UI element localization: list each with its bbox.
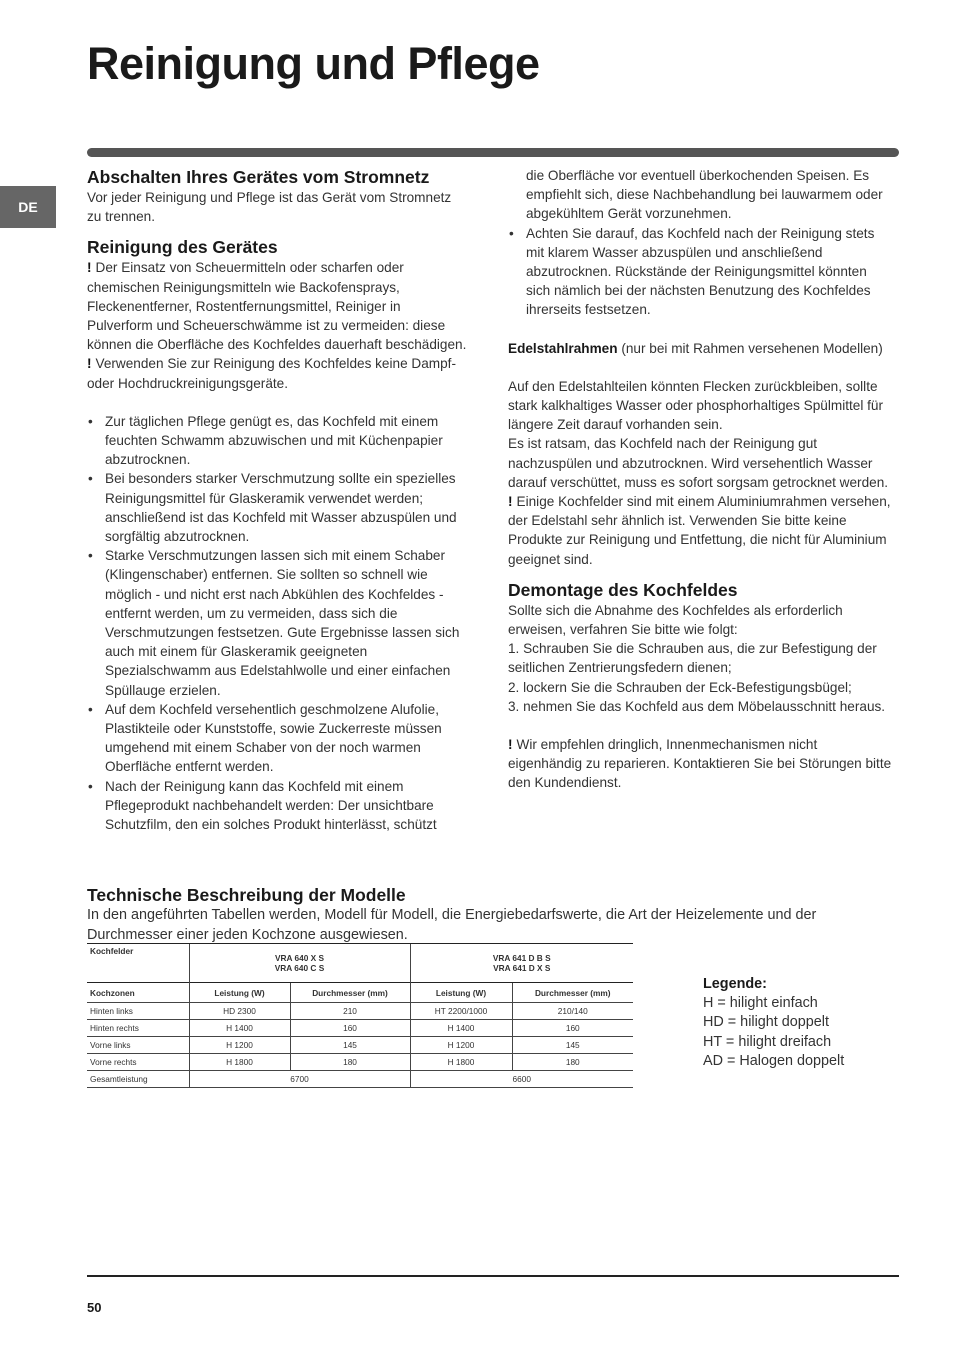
section-heading-technical: Technische Beschreibung der Modelle xyxy=(87,885,406,905)
table-cell-total: 6600 xyxy=(410,1071,633,1088)
table-cell: H 1400 xyxy=(189,1020,290,1037)
cleaning-list-continued xyxy=(508,224,893,320)
section-heading-dismantle: Demontage des Kochfeldes xyxy=(508,579,738,600)
table-cell: 160 xyxy=(512,1020,633,1037)
table-row xyxy=(87,1054,633,1071)
table-header-diameter: Durchmesser (mm) xyxy=(290,983,410,1003)
title-divider xyxy=(87,148,899,157)
table-cell: Vorne links xyxy=(87,1037,189,1054)
warning-icon: ! xyxy=(87,356,92,372)
language-tab: DE xyxy=(0,186,56,228)
dismantle-step: 2. lockern Sie die Schrauben der Eck-Befestigungsbügel; xyxy=(508,679,852,695)
list-item: • Bei besonders starker Verschmutzung sollte ein spezielles Reinigungsmittel für Glaskeramik verwendet werden; anschließend ist das Kochfeld mit Wasser abzuspülen und sorgfältig abzutrocknen. xyxy=(87,469,467,546)
section-heading-power-off: Abschalten Ihres Gerätes vom Stromnetz xyxy=(87,167,430,187)
table-cell-total-label: Gesamtleistung xyxy=(87,1071,189,1088)
table-cell: H 1800 xyxy=(189,1054,290,1071)
table-cell: 180 xyxy=(290,1054,410,1071)
table-cell: 160 xyxy=(290,1020,410,1037)
list-item: • Starke Verschmutzungen lassen sich mit einem Schaber (Klingenschaber) entfernen. Sie sollten so schnell wie möglich - und nicht erst nach Abkühlen des Kochfeldes - entfernt werden, um zu vermeiden, dass sich die Verschmutzungen festsetzen. Gute Ergebnisse lassen sich auch mit einem für Glaskeramik geeigneten Spezialschwamm aus Edelstahlwolle und einer einfachen Spüllauge erzielen. xyxy=(87,546,467,700)
table-cell: HD 2300 xyxy=(189,1003,290,1020)
table-row xyxy=(87,1003,633,1020)
table-cell-kochfelder: Kochfelder xyxy=(87,944,189,983)
steel-frame-text-2: Es ist ratsam, das Kochfeld nach der Reinigung gut nachzuspülen und abzutrocknen. Wird versehentlich Wasser darauf verschüttet, muss es sofort sorgsam getrocknet werden. xyxy=(508,436,889,490)
list-item: • Nach der Reinigung kann das Kochfeld mit einem Pflegeprodukt nachbehandelt werden: Der unsichtbare Schutzfilm, den ein solches Produkt hinterlässt, schützt xyxy=(87,777,467,835)
table-header-diameter: Durchmesser (mm) xyxy=(512,983,633,1003)
table-cell: 210/140 xyxy=(512,1003,633,1020)
table-row xyxy=(87,1020,633,1037)
power-off-text: Vor jeder Reinigung und Pflege ist das Gerät vom Stromnetz zu trennen. xyxy=(87,190,452,225)
table-cell: 210 xyxy=(290,1003,410,1020)
page-number: 50 xyxy=(87,1300,102,1315)
table-header-power: Leistung (W) xyxy=(410,983,512,1003)
cleaning-warning-2: ! Verwenden Sie zur Reinigung des Kochfeldes keine Dampf- oder Hochdruckreinigungsgeräte. xyxy=(87,356,456,391)
service-warning: ! Wir empfehlen dringlich, Innenmechanismen nicht eigenhändig zu reparieren. Kontaktieren Sie bei Störungen bitte den Kundendienst. xyxy=(508,737,892,791)
legend xyxy=(703,975,844,1071)
steel-frame-heading: Edelstahlrahmen (nur bei mit Rahmen versehenen Modellen) xyxy=(508,340,883,356)
table-cell: HT 2200/1000 xyxy=(410,1003,512,1020)
technical-intro: In den angeführten Tabellen werden, Modell für Modell, die Energiebedarfswerte, die Art der Heizelemente und der Durchmesser einer jeden Kochzone ausgewiesen. xyxy=(87,907,817,943)
page-title: Reinigung und Pflege xyxy=(87,38,540,89)
table-cell: 180 xyxy=(512,1054,633,1071)
table-row-total xyxy=(87,1071,633,1088)
legend-item: HD = hilight doppelt xyxy=(703,1014,829,1031)
cleaning-list xyxy=(87,412,467,834)
dismantle-step: 3. nehmen Sie das Kochfeld aus dem Möbelausschnitt heraus. xyxy=(508,698,886,714)
cleaning-warning-1: ! Der Einsatz von Scheuermitteln oder scharfen oder chemischen Reinigungsmitteln wie Backofensprays, Fleckenentferner, Rostentfernungsmittel, Reiniger in Pulverform und Scheuerschwämme ist zu vermeiden: diese können die Oberfläche des Kochfeldes dauerhaft beschädigen. xyxy=(87,260,467,353)
table-cell: Hinten links xyxy=(87,1003,189,1020)
table-header-zones: Kochzonen xyxy=(87,983,189,1003)
footer-divider xyxy=(87,1275,899,1277)
warning-icon: ! xyxy=(508,737,513,753)
table-cell-model-2: VRA 641 D B S VRA 641 D X S xyxy=(410,944,633,983)
dismantle-step: 1. Schrauben Sie die Schrauben aus, die zur Befestigung der seitlichen Zentrierungsfedern dienen; xyxy=(508,641,877,676)
technical-section xyxy=(87,884,899,945)
warning-icon: ! xyxy=(508,494,513,510)
table-cell: H 1200 xyxy=(410,1037,512,1054)
steel-frame-warning: ! Einige Kochfelder sind mit einem Aluminiumrahmen versehen, der Edelstahl sehr ähnlich ist. Verwenden Sie bitte keine Produkte zur Reinigung und Entfettung, die nicht für Aluminium geeignet sind. xyxy=(508,494,891,567)
table-cell: Vorne rechts xyxy=(87,1054,189,1071)
steel-frame-text-1: Auf den Edelstahlteilen könnten Flecken zurückbleiben, sollte stark kalkhaltiges Wasser oder phosphorhaltiges Spülmittel für längere Zeit darauf vorhanden sein. xyxy=(508,378,884,433)
table-cell: 145 xyxy=(512,1037,633,1054)
dismantle-intro: Sollte sich die Abnahme des Kochfeldes als erforderlich erweisen, verfahren Sie bitte wie folgt: xyxy=(508,602,843,638)
left-column xyxy=(87,166,467,834)
legend-title: Legende: xyxy=(703,976,767,992)
specification-table xyxy=(87,943,633,1088)
table-cell-total: 6700 xyxy=(189,1071,410,1088)
list-item-continuation: die Oberfläche vor eventuell überkochenden Speisen. Es empfiehlt sich, diese Nachbehandlung bei lauwarmem oder abgekühltem Gerät vorzunehmen. xyxy=(526,168,883,222)
table-row xyxy=(87,1037,633,1054)
right-column xyxy=(508,166,893,793)
section-heading-cleaning: Reinigung des Gerätes xyxy=(87,237,278,258)
table-cell: H 1200 xyxy=(189,1037,290,1054)
table-cell: H 1400 xyxy=(410,1020,512,1037)
legend-item: AD = Halogen doppelt xyxy=(703,1052,845,1069)
table-cell-model-1: VRA 640 X S VRA 640 C S xyxy=(189,944,410,983)
table-cell: Hinten rechts xyxy=(87,1020,189,1037)
table-cell: H 1800 xyxy=(410,1054,512,1071)
table-header-row xyxy=(87,983,633,1003)
table-header-power: Leistung (W) xyxy=(189,983,290,1003)
warning-icon: ! xyxy=(87,260,92,276)
table-cell: 145 xyxy=(290,1037,410,1054)
table-row xyxy=(87,944,633,983)
list-item: • Zur täglichen Pflege genügt es, das Kochfeld mit einem feuchten Schwamm abzuwischen und mit Küchenpapier abzutrocknen. xyxy=(87,412,467,470)
legend-item: HT = hilight dreifach xyxy=(703,1033,832,1050)
legend-item: H = hilight einfach xyxy=(703,995,818,1012)
list-item: • Auf dem Kochfeld versehentlich geschmolzene Alufolie, Plastikteile oder Kunststoffe, sowie Zuckerreste müssen umgehend mit einem Schaber von der noch warmen Oberfläche entfernt werden. xyxy=(87,700,467,777)
list-item: • Achten Sie darauf, das Kochfeld nach der Reinigung stets mit klarem Wasser abzuspülen und anschließend abzutrocknen. Rückstände der Reinigungsmittel könnten sich nämlich bei der nächsten Benutzung des Kochfeldes ihrerseits festsetzen. xyxy=(508,224,893,320)
